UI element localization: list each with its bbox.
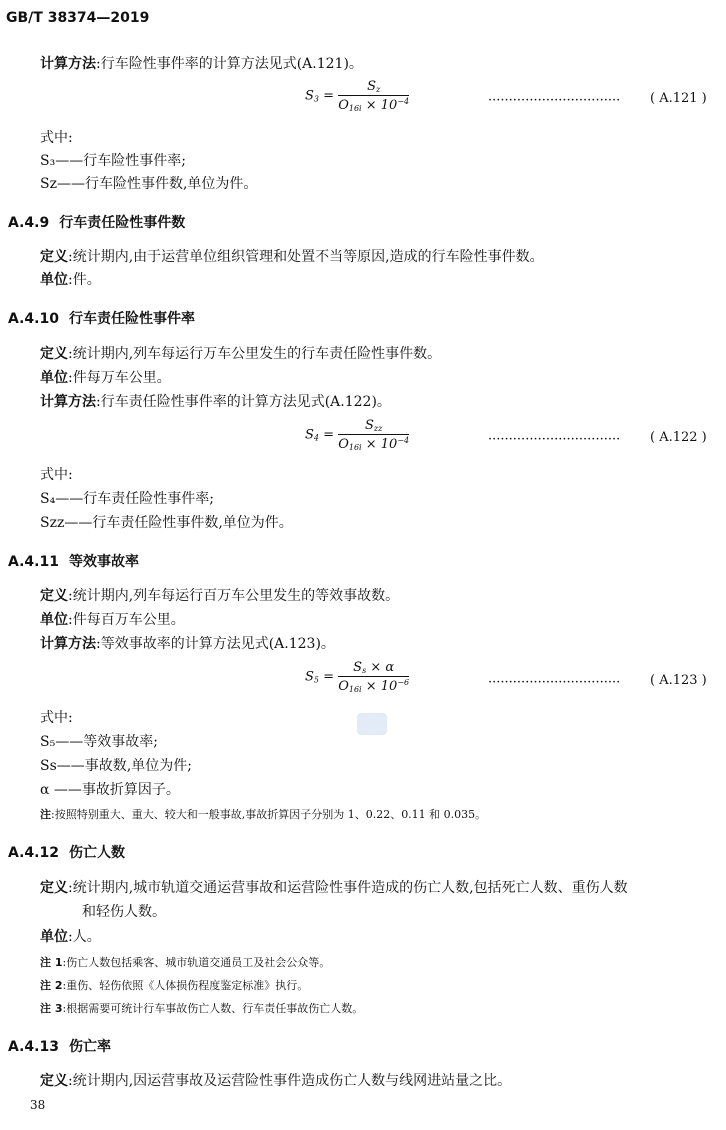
label: 注 bbox=[40, 808, 51, 821]
note-2-a412 bbox=[40, 977, 308, 993]
unit-a412 bbox=[40, 926, 101, 948]
label: 单位 bbox=[40, 370, 68, 386]
calc-method-a121 bbox=[40, 53, 363, 75]
unit-a410 bbox=[40, 367, 171, 389]
section-number: A.4.9 bbox=[8, 215, 50, 231]
denominator: $O_{16i} \times 10^{-6}$ bbox=[338, 678, 410, 694]
lhs: S bbox=[305, 427, 314, 443]
equation-number: ( A.123 ) bbox=[650, 673, 707, 688]
denominator: $O_{16i} \times 10^{-4}$ bbox=[338, 97, 410, 113]
equation-a121 bbox=[305, 79, 409, 113]
where-item: S₄——行车责任险性事件率; bbox=[40, 491, 214, 507]
where-item: Sz——行车险性事件数,单位为件。 bbox=[40, 176, 258, 192]
text: :件每百万车公里。 bbox=[68, 612, 185, 628]
text: :统计期内,城市轨道交通运营事故和运营险性事件造成的伤亡人数,包括死亡人数、重伤人数 bbox=[68, 880, 628, 896]
section-number: A.4.10 bbox=[8, 311, 59, 327]
equation-leader-dots: ································ bbox=[488, 432, 621, 447]
text: :伤亡人数包括乘客、城市轨道交通员工及社会公众等。 bbox=[62, 956, 331, 969]
where-title: 式中: bbox=[40, 130, 73, 146]
section-title: 伤亡人数 bbox=[68, 845, 125, 861]
text: :件每万车公里。 bbox=[68, 370, 171, 386]
unit-a411 bbox=[40, 609, 185, 631]
definition-a413 bbox=[40, 1070, 511, 1092]
label: 定义 bbox=[40, 1073, 68, 1089]
label: 注 1 bbox=[40, 956, 63, 969]
equation-number: ( A.121 ) bbox=[650, 91, 707, 106]
note-3-a412 bbox=[40, 1000, 363, 1016]
text: :统计期内,列车每运行百万车公里发生的等效事故数。 bbox=[68, 588, 400, 604]
numerator: $S_{zz}$ bbox=[338, 418, 409, 435]
label: 计算方法 bbox=[40, 636, 96, 652]
lhs: S bbox=[305, 88, 314, 104]
section-heading-a411 bbox=[8, 551, 139, 571]
text: :行车责任险性事件率的计算方法见式(A.122)。 bbox=[96, 394, 391, 410]
text: :按照特别重大、重大、较大和一般事故,事故折算因子分别为 1、0.22、0.11 和 0.035。 bbox=[51, 808, 487, 821]
section-heading-a49 bbox=[8, 212, 185, 232]
where-item: Szz——行车责任险性事件数,单位为件。 bbox=[40, 515, 293, 531]
section-heading-a413 bbox=[8, 1036, 111, 1056]
section-heading-a410 bbox=[8, 308, 195, 328]
section-number: A.4.11 bbox=[8, 554, 59, 570]
lhs-sub: 4 bbox=[313, 433, 319, 443]
equals: = bbox=[323, 88, 335, 104]
definition-a412-cont: 和轻伤人数。 bbox=[82, 904, 166, 920]
where-item: S₅——等效事故率; bbox=[40, 734, 158, 750]
label: 单位 bbox=[40, 929, 68, 945]
text: :人。 bbox=[68, 929, 101, 945]
text: :根据需要可统计行车事故伤亡人数、行车责任事故伤亡人数。 bbox=[62, 1002, 364, 1015]
where-item: α ——事故折算因子。 bbox=[40, 782, 180, 798]
where-item: S₃——行车险性事件率; bbox=[40, 153, 186, 169]
note-a411 bbox=[40, 806, 486, 822]
fraction bbox=[338, 418, 409, 452]
fraction bbox=[338, 660, 409, 694]
watermark-logo bbox=[357, 713, 387, 735]
definition-a412 bbox=[40, 877, 628, 899]
where-item: Ss——事故数,单位为件; bbox=[40, 758, 192, 774]
calc-method-a411 bbox=[40, 633, 335, 655]
text: :统计期内,因运营事故及运营险性事件造成伤亡人数与线网进站量之比。 bbox=[68, 1073, 512, 1089]
section-title: 行车责任险性事件数 bbox=[59, 215, 186, 231]
label: 定义 bbox=[40, 249, 68, 265]
numerator: $S_z$ bbox=[338, 79, 409, 96]
section-number: A.4.12 bbox=[8, 845, 59, 861]
equation-leader-dots: ································ bbox=[488, 93, 621, 108]
calc-method-a410 bbox=[40, 391, 391, 413]
definition-a49 bbox=[40, 246, 544, 268]
unit-a49 bbox=[40, 269, 101, 291]
numerator: $S_s \times \alpha$ bbox=[338, 660, 409, 677]
lhs-sub: 3 bbox=[313, 94, 319, 104]
definition-a410 bbox=[40, 343, 441, 365]
text: :等效事故率的计算方法见式(A.123)。 bbox=[96, 636, 335, 652]
equation-a123 bbox=[305, 660, 409, 694]
label: 注 2 bbox=[40, 979, 63, 992]
text: :重伤、轻伤依照《人体损伤程度鉴定标准》执行。 bbox=[62, 979, 309, 992]
section-title: 等效事故率 bbox=[68, 554, 139, 570]
equation-number: ( A.122 ) bbox=[650, 430, 707, 445]
label: 定义 bbox=[40, 588, 68, 604]
label: 定义 bbox=[40, 346, 68, 362]
text: :统计期内,列车每运行万车公里发生的行车责任险性事件数。 bbox=[68, 346, 442, 362]
label: 定义 bbox=[40, 880, 68, 896]
section-title: 伤亡率 bbox=[68, 1039, 111, 1055]
text: :件。 bbox=[68, 272, 101, 288]
label: 单位 bbox=[40, 612, 68, 628]
label: 单位 bbox=[40, 272, 68, 288]
definition-a411 bbox=[40, 585, 399, 607]
section-title: 行车责任险性事件率 bbox=[68, 311, 195, 327]
equation-leader-dots: ································ bbox=[488, 675, 621, 690]
section-heading-a412 bbox=[8, 842, 125, 862]
where-title: 式中: bbox=[40, 710, 73, 726]
lhs-sub: 5 bbox=[313, 675, 319, 685]
text: :行车险性事件率的计算方法见式(A.121)。 bbox=[96, 56, 363, 72]
equals: = bbox=[323, 427, 335, 443]
standard-code-header: GB/T 38374—2019 bbox=[6, 10, 150, 26]
equals: = bbox=[323, 669, 335, 685]
text: :统计期内,由于运营单位组织管理和处置不当等原因,造成的行车险性事件数。 bbox=[68, 249, 544, 265]
fraction bbox=[338, 79, 409, 113]
equation-a122 bbox=[305, 418, 409, 452]
where-title: 式中: bbox=[40, 467, 73, 483]
page-number: 38 bbox=[30, 1098, 46, 1112]
label: 计算方法 bbox=[40, 394, 96, 410]
note-1-a412 bbox=[40, 954, 330, 970]
label: 注 3 bbox=[40, 1002, 63, 1015]
label: 计算方法 bbox=[40, 56, 96, 72]
section-number: A.4.13 bbox=[8, 1039, 59, 1055]
denominator: $O_{16i} \times 10^{-4}$ bbox=[338, 436, 410, 452]
lhs: S bbox=[305, 669, 314, 685]
